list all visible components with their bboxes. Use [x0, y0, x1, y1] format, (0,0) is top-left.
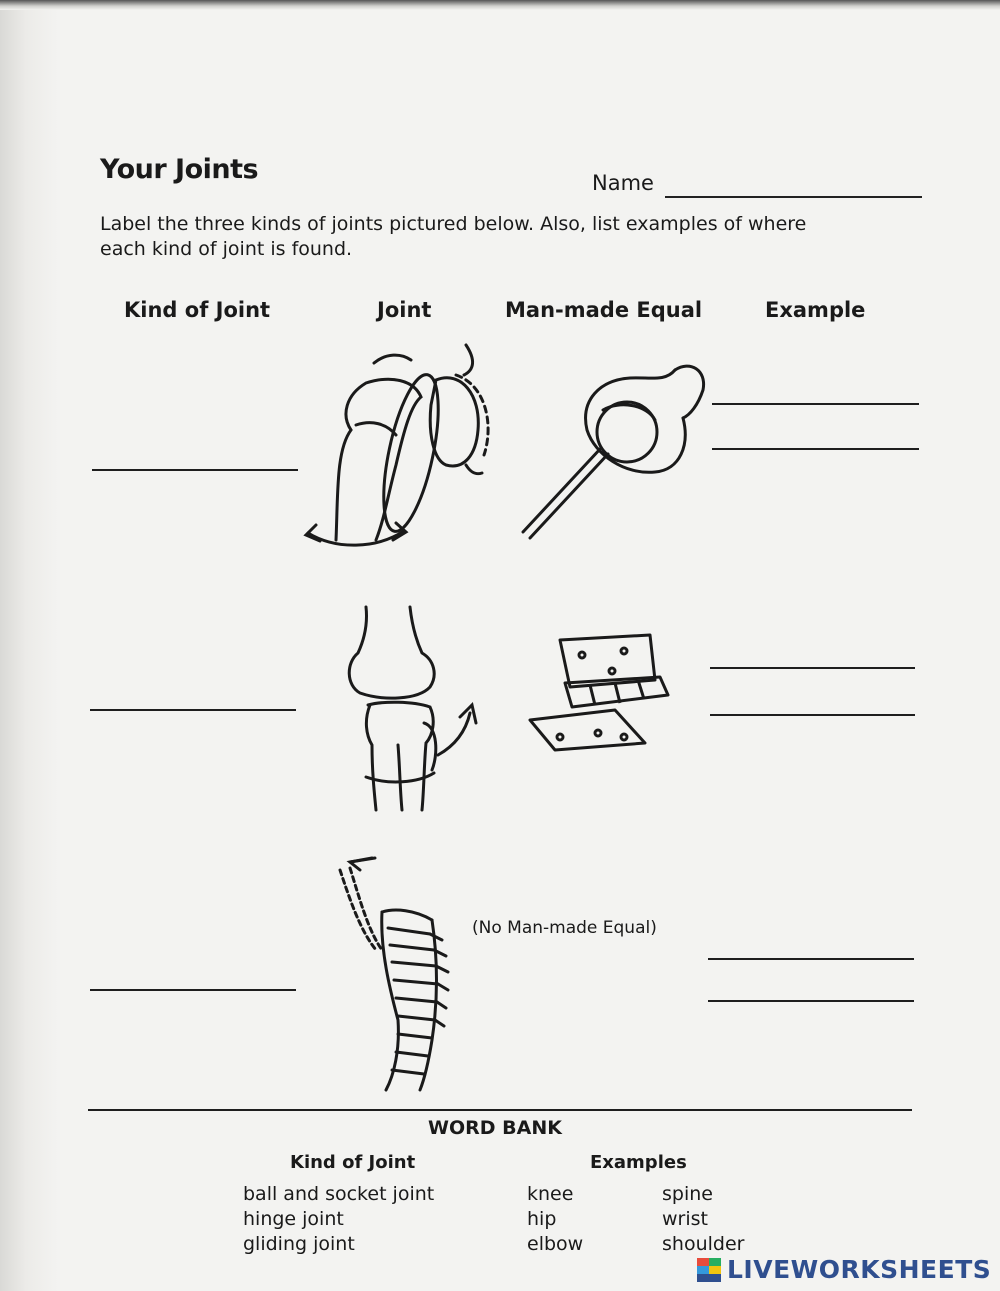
- word-bank-example-item: knee: [527, 1183, 574, 1205]
- word-bank-example-item: wrist: [662, 1208, 708, 1230]
- scan-shadow-top: [0, 0, 1000, 10]
- column-header-joint: Joint: [377, 298, 432, 322]
- word-bank-examples-header: Examples: [590, 1152, 687, 1173]
- name-label: Name: [592, 171, 654, 195]
- column-header-manmade: Man-made Equal: [505, 298, 703, 322]
- knee-joint-drawing: [338, 605, 488, 815]
- ball-and-socket-device-drawing: [515, 350, 715, 540]
- liveworksheets-badge-icon: [697, 1258, 721, 1282]
- kind-answer-line-3[interactable]: [90, 989, 296, 991]
- word-bank-example-item: shoulder: [662, 1233, 745, 1255]
- word-bank-title: WORD BANK: [428, 1117, 562, 1139]
- instructions-line-2: each kind of joint is found.: [100, 238, 353, 260]
- word-bank-example-item: spine: [662, 1183, 713, 1205]
- liveworksheets-wordmark: LIVEWORKSHEETS: [727, 1255, 992, 1284]
- example-answer-line-2a[interactable]: [710, 667, 915, 669]
- example-answer-line-3a[interactable]: [708, 958, 914, 960]
- instructions: [100, 212, 806, 262]
- worksheet-title: Your Joints: [100, 154, 259, 185]
- column-header-example: Example: [765, 298, 866, 322]
- example-answer-line-2b[interactable]: [710, 714, 915, 716]
- word-bank-kind-item: ball and socket joint: [243, 1183, 435, 1205]
- kind-answer-line-1[interactable]: [92, 469, 298, 471]
- word-bank-kind-item: hinge joint: [243, 1208, 344, 1230]
- kind-answer-line-2[interactable]: [90, 709, 296, 711]
- spine-joint-drawing: [320, 850, 460, 1100]
- instructions-line-1: Label the three kinds of joints pictured below. Also, list examples of where: [100, 213, 807, 235]
- scan-shadow-edge: [0, 0, 58, 1291]
- word-bank-divider: [88, 1109, 912, 1111]
- word-bank-kind-header: Kind of Joint: [290, 1152, 416, 1173]
- example-answer-line-1b[interactable]: [712, 448, 919, 450]
- column-header-kind: Kind of Joint: [124, 298, 271, 322]
- word-bank-example-item: elbow: [527, 1233, 584, 1255]
- door-hinge-drawing: [520, 625, 680, 755]
- word-bank-example-item: hip: [527, 1208, 557, 1230]
- example-answer-line-1a[interactable]: [712, 403, 919, 405]
- name-answer-line[interactable]: [665, 196, 922, 198]
- word-bank-kind-item: gliding joint: [243, 1233, 355, 1255]
- example-answer-line-3b[interactable]: [708, 1000, 914, 1002]
- shoulder-joint-drawing: [296, 335, 496, 555]
- no-manmade-equal-note: (No Man-made Equal): [472, 918, 657, 938]
